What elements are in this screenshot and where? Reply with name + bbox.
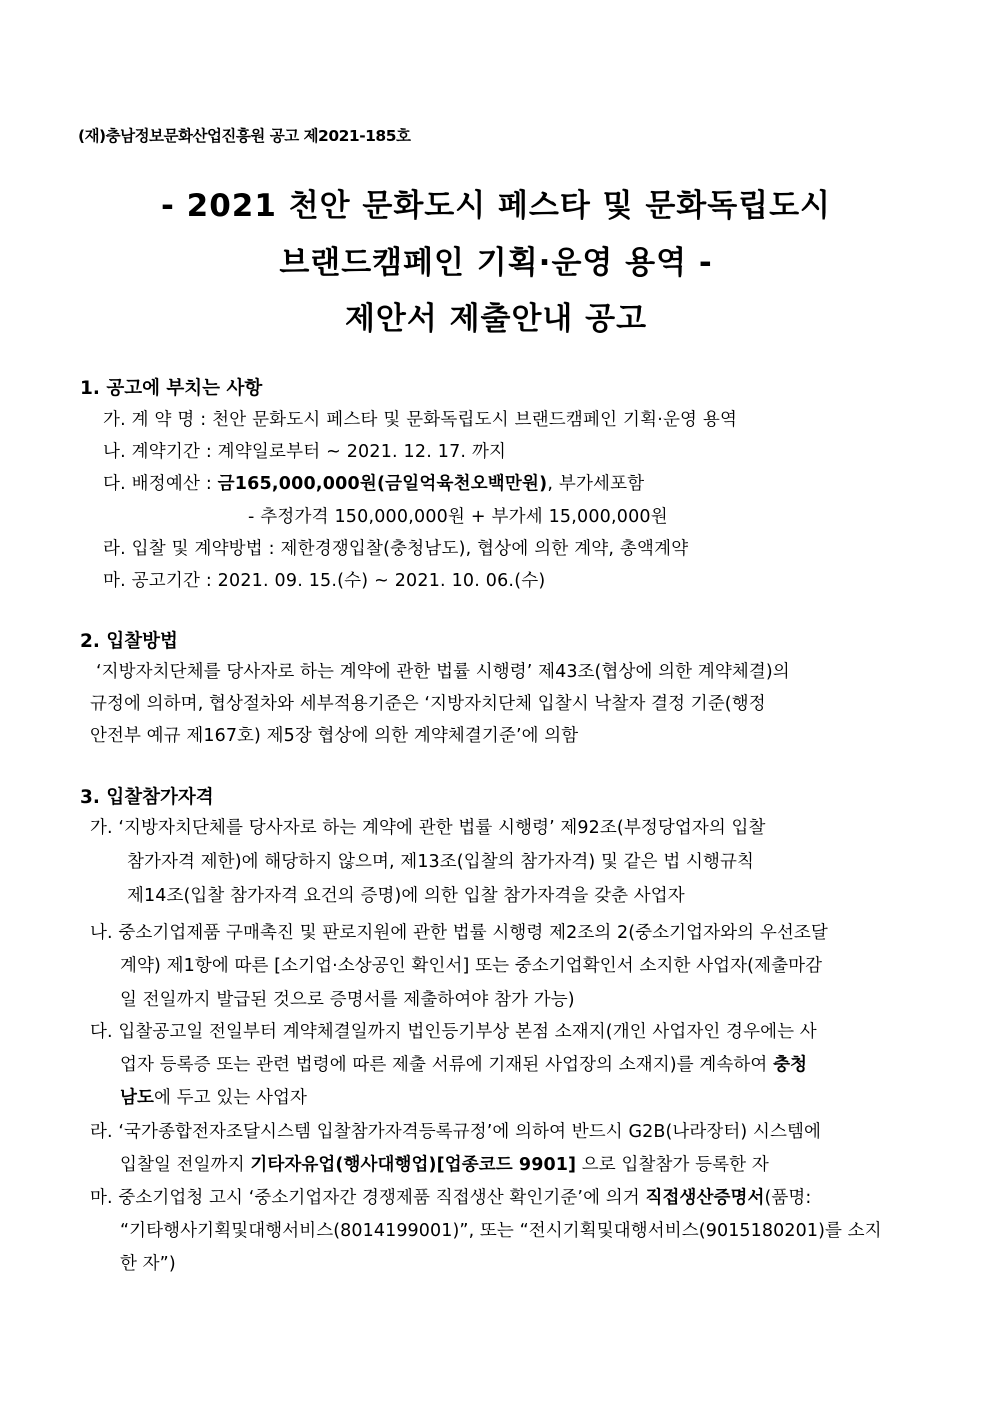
direct-production-certificate: 직접생산증명서 (645, 1188, 765, 1208)
budget-item (103, 470, 644, 495)
qualification-d-tail: 으로 입찰참가 등록한 자 (576, 1155, 769, 1175)
qualification-c-line-3 (120, 1084, 307, 1109)
contract-period-value: 계약일로부터 ~ 2021. 12. 17. 까지 (217, 442, 507, 462)
section-3-heading: 3. 입찰참가자격 (80, 787, 214, 808)
estimated-price: - 추정가격 150,000,000원 + 부가세 15,000,000원 (248, 507, 668, 527)
qualification-c-text: 업자 등록증 또는 관련 법령에 따른 제출 서류에 기재된 사업장의 소재지)를 계속하여 (120, 1055, 774, 1075)
qualification-e-text: 마. 중소기업청 고시 ‘중소기업자간 경쟁제품 직접생산 확인기준’에 의거 (90, 1188, 646, 1208)
region-chungcheong: 충청 (773, 1055, 808, 1075)
qualification-e-line-2: “기타행사기획및대행서비스(8014199001)”, 또는 “전시기획및대행서비스(9015180201)를 소지 (120, 1221, 882, 1241)
qualification-a-line-3: 제14조(입찰 참가자격 요건의 증명)에 의한 입찰 참가자격을 갖춘 사업자 (127, 886, 685, 906)
qualification-d-text: 입찰일 전일까지 (120, 1155, 251, 1175)
budget-label: 다. 배정예산 : (103, 474, 218, 494)
title-line-3: 제안서 제출안내 공고 (344, 301, 648, 337)
qualification-b-line-1: 나. 중소기업제품 구매촉진 및 판로지원에 관한 법률 시행령 제2조의 2(중소기업자와의 우선조달 (90, 923, 828, 943)
bid-method-label: 라. 입찰 및 계약방법 : (103, 539, 281, 559)
notice-period-item (103, 567, 545, 592)
notice-period-value: 2021. 09. 15.(수) ~ 2021. 10. 06.(수) (217, 571, 546, 591)
qualification-c-line-1: 다. 입찰공고일 전일부터 계약체결일까지 법인등기부상 본점 소재지(개인 사업자인 경우에는 사 (90, 1022, 817, 1042)
qualification-e-line-3: 한 자”) (120, 1254, 176, 1274)
contract-name-label: 가. 계 약 명 : (103, 410, 213, 430)
bid-method-value: 제한경쟁입찰(충청남도), 협상에 의한 계약, 총액계약 (280, 539, 689, 559)
section-2-line-2: 규정에 의하며, 협상절차와 세부적용기준은 ‘지방자치단체 입찰시 낙찰자 결정 기준(행정 (90, 694, 766, 714)
product-name-label: (품명: (764, 1188, 812, 1208)
industry-code: 기타자유업(행사대행업)[업종코드 9901] (250, 1155, 577, 1175)
budget-vat-note: , 부가세포함 (547, 474, 645, 494)
qualification-b-line-2: 계약) 제1항에 따른 [소기업·소상공인 확인서] 또는 중소기업확인서 소지한 사업자(제출마감 (120, 956, 823, 976)
section-2-heading: 2. 입찰방법 (80, 631, 178, 652)
title-line-2: 브랜드캠페인 기획·운영 용역 - (279, 245, 713, 281)
qualification-c-tail: 에 두고 있는 사업자 (154, 1088, 308, 1108)
contract-name-value: 천안 문화도시 페스타 및 문화독립도시 브랜드캠페인 기획·운영 용역 (212, 410, 738, 430)
qualification-a-line-1: 가. ‘지방자치단체를 당사자로 하는 계약에 관한 법률 시행령’ 제92조(부정당업자의 입찰 (90, 818, 766, 838)
qualification-a-line-2: 참가자격 제한)에 해당하지 않으며, 제13조(입찰의 참가자격) 및 같은 법 시행규칙 (127, 852, 755, 872)
budget-amount: 금165,000,000원(금일억육천오백만원) (217, 474, 548, 494)
contract-name-item (103, 406, 737, 431)
title-line-1: - 2021 천안 문화도시 페스타 및 문화독립도시 (160, 188, 832, 224)
qualification-d-line-1: 라. ‘국가종합전자조달시스템 입찰참가자격등록규정’에 의하여 반드시 G2B(나라장터) 시스템에 (90, 1122, 822, 1142)
qualification-b-line-3: 일 전일까지 발급된 것으로 증명서를 제출하여야 참가 가능) (120, 990, 575, 1010)
qualification-c-line-2 (120, 1051, 807, 1076)
notice-period-label: 마. 공고기간 : (103, 571, 218, 591)
qualification-d-line-2 (120, 1151, 769, 1176)
region-namdo: 남도 (120, 1088, 155, 1108)
notice-number: (재)충남정보문화산업진흥원 공고 제2021-185호 (78, 127, 411, 145)
section-2-line-3: 안전부 예규 제167호) 제5장 협상에 의한 계약체결기준’에 의함 (90, 726, 579, 746)
section-2-line-1: ‘지방자치단체를 당사자로 하는 계약에 관한 법률 시행령’ 제43조(협상에 의한 계약체결)의 (96, 662, 790, 682)
bid-method-item (103, 535, 688, 560)
contract-period-item (103, 438, 506, 463)
qualification-e-line-1 (90, 1184, 811, 1209)
contract-period-label: 나. 계약기간 : (103, 442, 218, 462)
section-1-heading: 1. 공고에 부치는 사항 (80, 378, 263, 399)
